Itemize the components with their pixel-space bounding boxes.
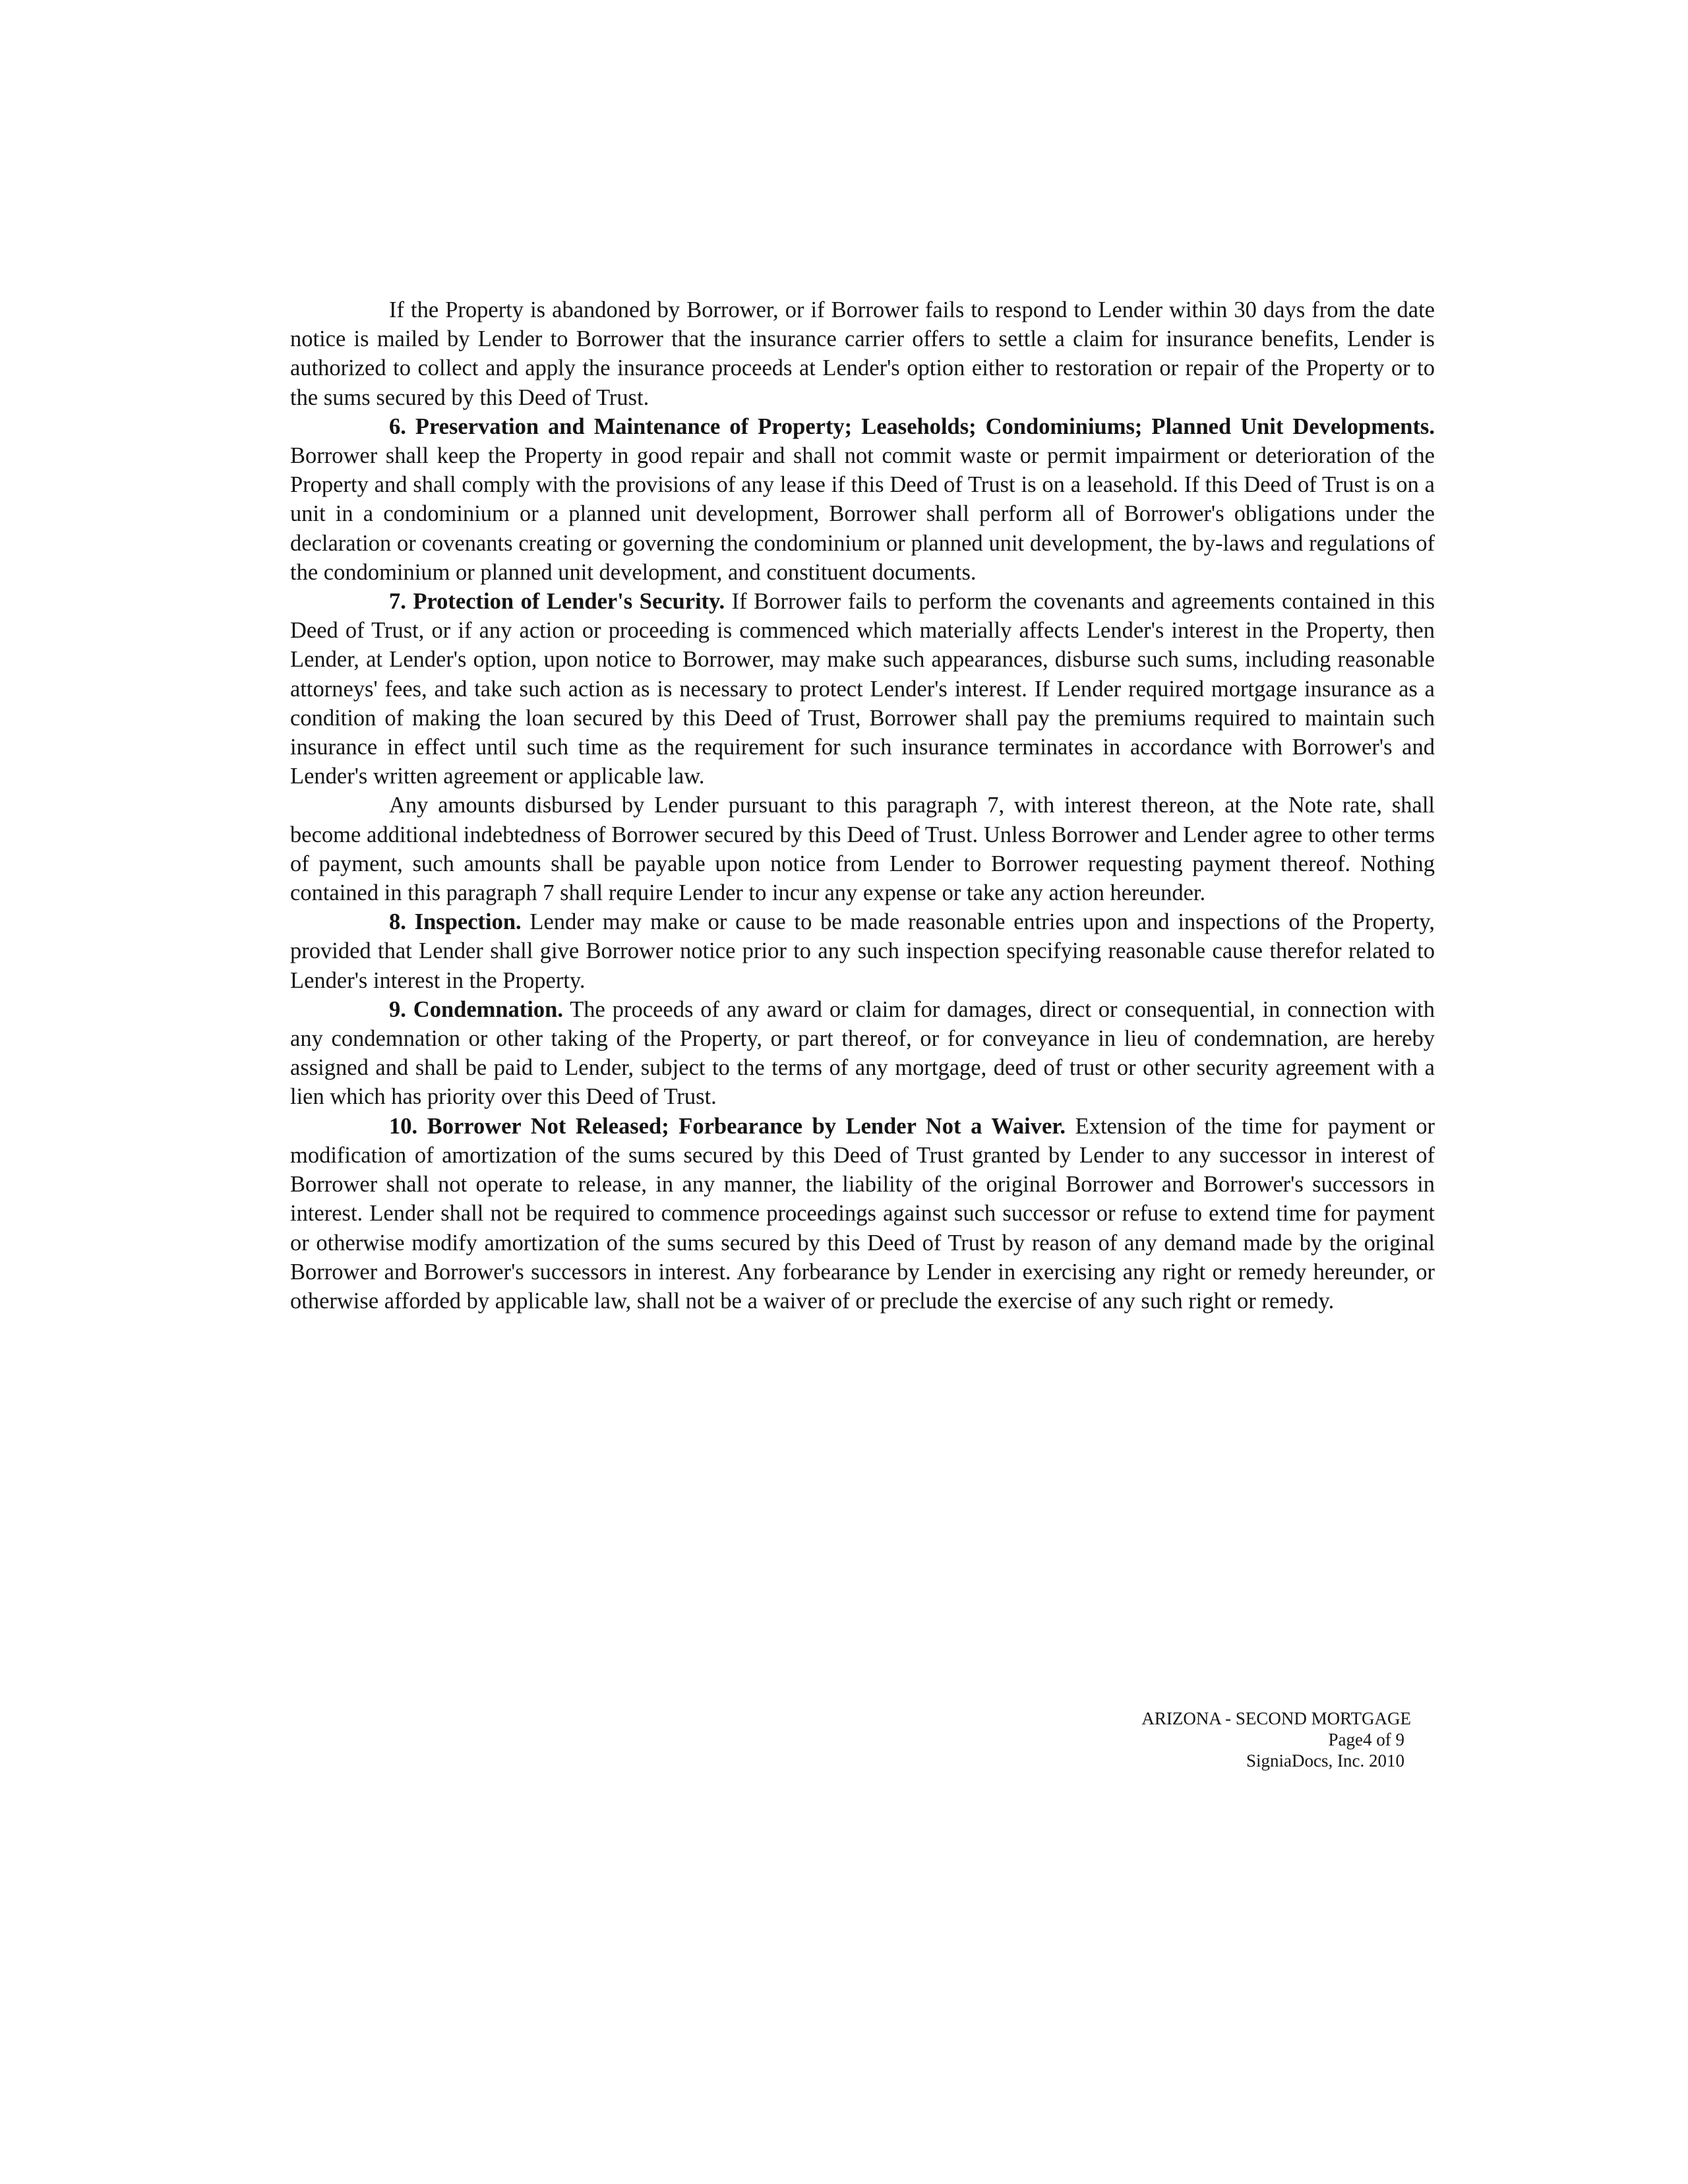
document-body	[290, 295, 1435, 1316]
paragraph-heading: 7. Protection of Lender's Security.	[389, 589, 725, 615]
paragraph-text: Borrower shall keep the Property in good repair and shall not commit waste or permit impairment or deterioration of the Property and shall comply with the provisions of any lease if this Deed of Trust is on a leasehold. If this Deed of Trust is on a unit in a condominium or a planned unit development, Borrower shall perform all of Borrower's obligations under the declaration or covenants creating or governing the condominium or planned unit development, the by-laws and regulations of the condominium or planned unit development, and constituent documents.	[290, 443, 1435, 585]
paragraph-text: If the Property is abandoned by Borrower, or if Borrower fails to respond to Lender within 30 days from the date notice is mailed by Lender to Borrower that the insurance carrier offers to settle a claim for insurance benefits, Lender is authorized to collect and apply the insurance proceeds at Lender's option either to restoration or repair of the Property or to the sums secured by this Deed of Trust.	[290, 297, 1435, 410]
page-footer	[989, 1708, 1411, 1771]
paragraph-6-preservation	[290, 412, 1435, 587]
paragraph-insurance-abandonment	[290, 295, 1435, 412]
footer-form-title: ARIZONA - SECOND MORTGAGE	[1141, 1709, 1411, 1728]
paragraph-text: If Borrower fails to perform the covenants and agreements contained in this Deed of Trust, or if any action or proceeding is commenced which materially affects Lender's interest in the Property, then Lender, at Lender's option, upon notice to Borrower, may make such appearances, disburse such sums, including reasonable attorneys' fees, and take such action as is necessary to protect Lender's interest. If Lender required mortgage insurance as a condition of making the loan secured by this Deed of Trust, Borrower shall pay the premiums required to maintain such insurance in effect until such time as the requirement for such insurance terminates in accordance with Borrower's and Lender's written agreement or applicable law.	[290, 589, 1435, 789]
paragraph-7-amounts-disbursed	[290, 791, 1435, 907]
paragraph-7-protection	[290, 587, 1435, 791]
footer-page-number: Page4 of 9	[1328, 1730, 1404, 1749]
paragraph-text: Extension of the time for payment or modification of amortization of the sums secured by this Deed of Trust granted by Lender to any successor in interest of Borrower shall not operate to release, in any manner, the liability of the original Borrower and Borrower's successors in interest. Lender shall not be required to commence proceedings against such successor or refuse to extend time for payment or otherwise modify amortization of the sums secured by this Deed of Trust by reason of any demand made by the original Borrower and Borrower's successors in interest. Any forbearance by Lender in exercising any right or remedy hereunder, or otherwise afforded by applicable law, shall not be a waiver of or preclude the exercise of any such right or remedy.	[290, 1113, 1435, 1314]
paragraph-heading: 9. Condemnation.	[389, 996, 563, 1022]
paragraph-text: Any amounts disbursed by Lender pursuant to this paragraph 7, with interest thereon, at the Note rate, shall become additional indebtedness of Borrower secured by this Deed of Trust. Unless Borrower and Lender agree to other terms of payment, such amounts shall be payable upon notice from Lender to Borrower requesting payment thereof. Nothing contained in this paragraph 7 shall require Lender to incur any expense or take any action hereunder.	[290, 793, 1435, 906]
paragraph-8-inspection	[290, 907, 1435, 995]
paragraph-heading: 6. Preservation and Maintenance of Property; Leaseholds; Condominiums; Planned Unit Developments.	[389, 413, 1435, 439]
paragraph-heading: 8. Inspection.	[389, 909, 522, 935]
paragraph-heading: 10. Borrower Not Released; Forbearance by Lender Not a Waiver.	[389, 1113, 1066, 1139]
paragraph-9-condemnation	[290, 995, 1435, 1112]
paragraph-text: Lender may make or cause to be made reasonable entries upon and inspections of the Property, provided that Lender shall give Borrower notice prior to any such inspection specifying reasonable cause therefor related to Lender's interest in the Property.	[290, 909, 1435, 993]
paragraph-text: The proceeds of any award or claim for damages, direct or consequential, in connection with any condemnation or other taking of the Property, or part thereof, or for conveyance in lieu of condemnation, are hereby assigned and shall be paid to Lender, subject to the terms of any mortgage, deed of trust or other security agreement with a lien which has priority over this Deed of Trust.	[290, 996, 1435, 1110]
footer-publisher: SigniaDocs, Inc. 2010	[1246, 1751, 1404, 1771]
paragraph-10-borrower-not-released	[290, 1112, 1435, 1316]
